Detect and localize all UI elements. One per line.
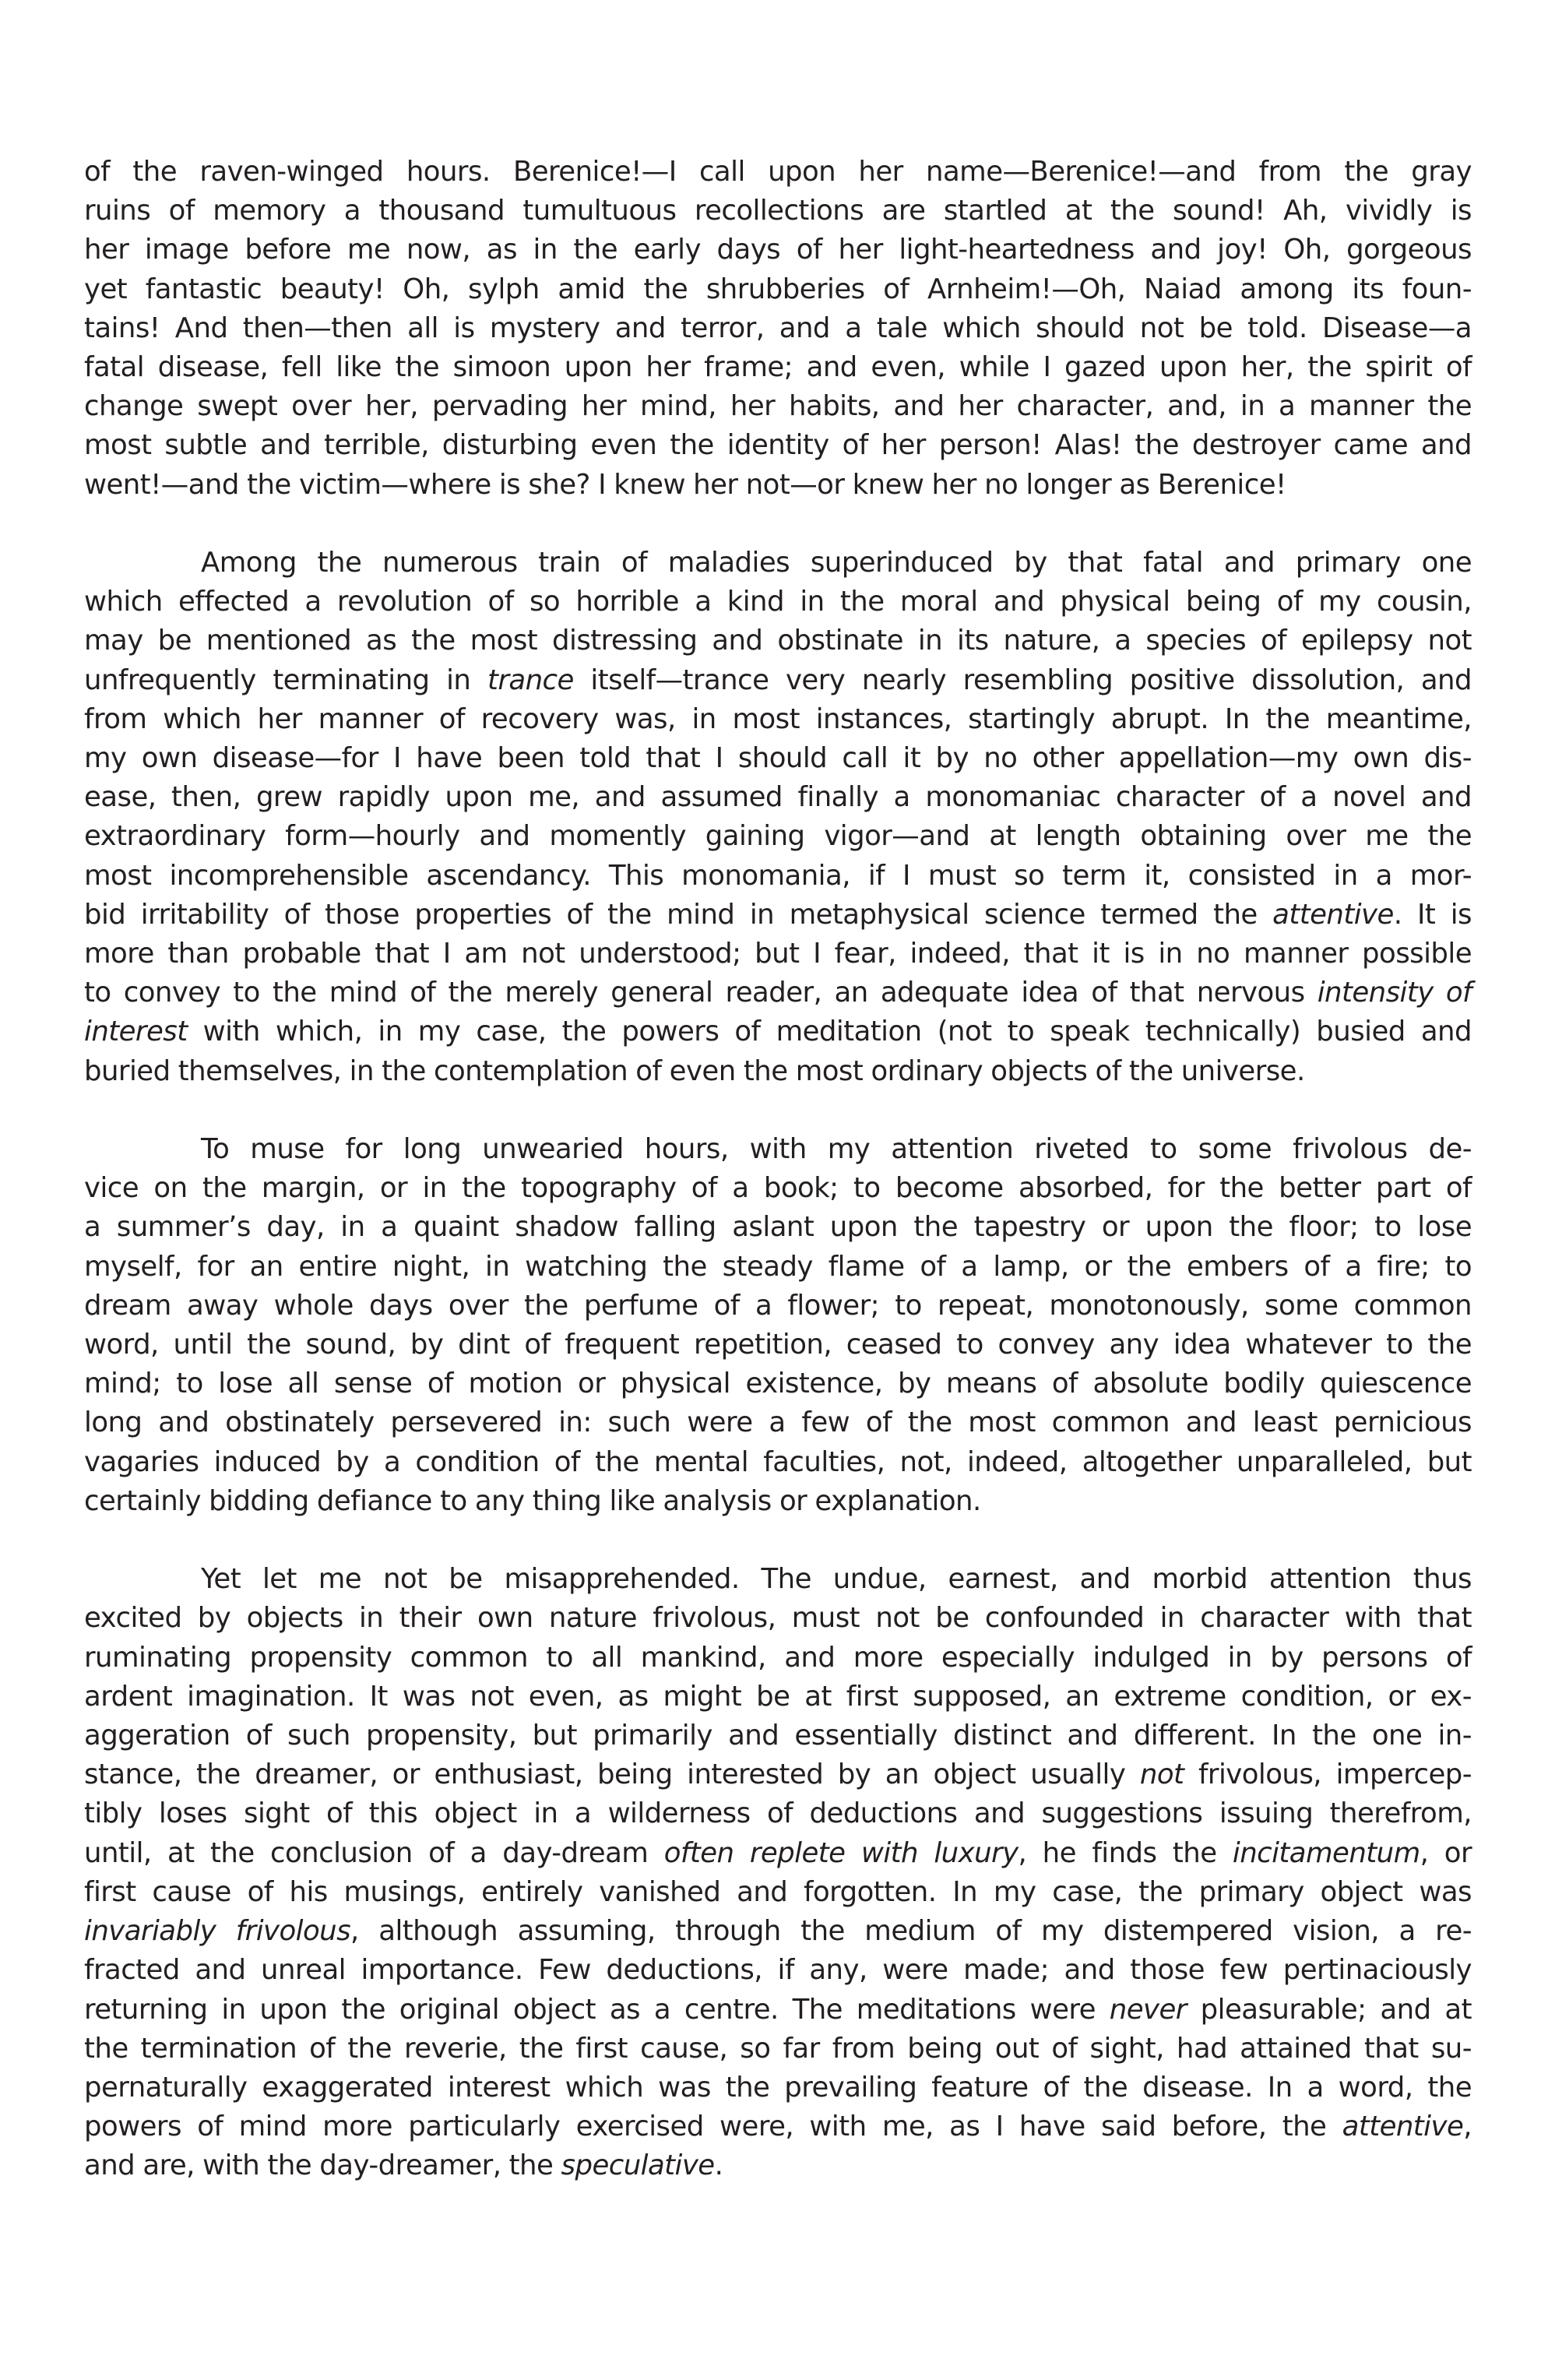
text-run: more than probable that I am not understood; but I fear, indeed, that it is in no manner possible (84, 938, 1472, 970)
text-line (84, 1012, 1472, 1051)
text-run: To muse for long unwearied hours, with my attention riveted to some frivolous de- (201, 1133, 1472, 1166)
text-line (84, 192, 1472, 231)
text-line (84, 348, 1472, 387)
text-line (84, 700, 1472, 739)
paragraph (84, 153, 1472, 505)
text-run: , or (1420, 1836, 1472, 1869)
text-run: fatal disease, fell like the simoon upon her frame; and even, while I gazed upon her, the spirit of (84, 351, 1472, 384)
text-run: tibly loses sight of this object in a wilderness of deductions and suggestions issuing therefrom, (84, 1797, 1472, 1830)
text-line (84, 2030, 1472, 2068)
italic-text: intensity of (1317, 977, 1472, 1009)
italic-text: not (1139, 1759, 1184, 1791)
page-body (84, 153, 1472, 2186)
text-run: Among the numerous train of maladies superinduced by that fatal and primary one (201, 547, 1472, 579)
text-line (84, 973, 1472, 1012)
text-run: mind; to lose all sense of motion or physical existence, by means of absolute bodily quiescence (84, 1368, 1472, 1400)
text-line (84, 1716, 1472, 1755)
text-line (84, 309, 1472, 348)
italic-text: often replete with luxury (663, 1836, 1019, 1869)
text-line (84, 1599, 1472, 1638)
text-run: Yet let me not be misapprehended. The undue, earnest, and morbid attention thus (201, 1563, 1472, 1596)
italic-text: incitamentum (1232, 1836, 1420, 1869)
text-line (84, 1639, 1472, 1678)
text-run: long and obstinately persevered in: such were a few of the most common and least pernicious (84, 1407, 1472, 1439)
text-run: extraordinary form—hourly and momently gaining vigor—and at length obtaining over me the (84, 820, 1472, 853)
text-line (84, 466, 1472, 505)
text-line (84, 231, 1472, 269)
text-line (84, 1248, 1472, 1287)
text-run: vice on the margin, or in the topography of a book; to become absorbed, for the better part of (84, 1172, 1472, 1205)
text-run: . (714, 2149, 723, 2182)
text-run: ruins of memory a thousand tumultuous recollections are startled at the sound! Ah, vividly is (84, 195, 1472, 227)
text-line (84, 621, 1472, 660)
text-run: ease, then, grew rapidly upon me, and assumed finally a monomaniac character of a novel and (84, 781, 1472, 814)
text-run: stance, the dreamer, or enthusiast, being interested by an object usually (84, 1759, 1140, 1791)
text-line (84, 778, 1472, 817)
text-run: until, at the conclusion of a day-dream (84, 1836, 664, 1869)
text-run: to convey to the mind of the merely general reader, an adequate idea of that nervous (84, 977, 1318, 1009)
text-line (84, 857, 1472, 896)
text-run: certainly bidding defiance to any thing like analysis or explanation. (84, 1484, 981, 1517)
text-run: which effected a revolution of so horrible a kind in the moral and physical being of my cousin, (84, 586, 1472, 618)
italic-text: invariably frivolous (84, 1915, 351, 1948)
text-run: with which, in my case, the powers of meditation (not to speak technically) busied and (187, 1016, 1472, 1048)
text-line (84, 1364, 1472, 1403)
text-run: may be mentioned as the most distressing and obstinate in its nature, a species of epilepsy not (84, 625, 1472, 657)
text-line (84, 1755, 1472, 1794)
text-run: went!—and the victim—where is she? I knew her not—or knew her no longer as Berenice! (84, 468, 1286, 501)
text-line (84, 387, 1472, 426)
text-run: buried themselves, in the contemplation of even the most ordinary objects of the universe. (84, 1054, 1305, 1087)
text-run: and are, with the day-dreamer, the (84, 2149, 561, 2182)
text-line (84, 1443, 1472, 1482)
text-line (84, 544, 1472, 583)
text-run: pleasurable; and at (1186, 1993, 1472, 2026)
text-line (84, 1912, 1472, 1951)
text-run: my own disease—for I have been told that I should call it by no other appellation—my own dis- (84, 742, 1472, 775)
text-line (84, 935, 1472, 973)
text-run: itself—trance very nearly resembling positive dissolution, and (573, 664, 1472, 696)
text-run: dream away whole days over the perfume of a flower; to repeat, monotonously, some common (84, 1289, 1472, 1322)
text-line (84, 1991, 1472, 2030)
text-run: fracted and unreal importance. Few deductions, if any, were made; and those few pertinaciously (84, 1954, 1472, 1987)
text-run: , he finds the (1018, 1836, 1233, 1869)
text-line (84, 1287, 1472, 1326)
text-line (84, 2107, 1472, 2146)
text-run: her image before me now, as in the early days of her light-heartedness and joy! Oh, gorgeous (84, 234, 1472, 266)
text-run: change swept over her, pervading her mind, her habits, and her character, and, in a manner the (84, 390, 1472, 423)
text-line (84, 739, 1472, 778)
text-line (84, 583, 1472, 621)
text-line (84, 1794, 1472, 1833)
text-run: unfrequently terminating in (84, 664, 487, 696)
text-run: first cause of his musings, entirely vanished and forgotten. In my case, the primary object was (84, 1875, 1472, 1908)
text-run: , (1463, 2111, 1472, 2143)
text-run: powers of mind more particularly exercised were, with me, as I have said before, the (84, 2111, 1342, 2143)
text-line (84, 817, 1472, 856)
text-line (84, 1130, 1472, 1169)
text-run: ardent imagination. It was not even, as might be at first supposed, an extreme condition, or ex- (84, 1680, 1472, 1713)
text-line (84, 1208, 1472, 1247)
text-line (84, 1678, 1472, 1716)
italic-text: attentive (1272, 898, 1394, 931)
text-run: pernaturally exaggerated interest which was the prevailing feature of the disease. In a word, the (84, 2071, 1472, 2104)
text-run: a summer’s day, in a quaint shadow falling aslant upon the tapestry or upon the floor; to lose (84, 1211, 1472, 1244)
paragraph (84, 544, 1472, 1091)
text-run: most incomprehensible ascendancy. This monomania, if I must so term it, consisted in a mor- (84, 859, 1472, 892)
text-line (84, 2146, 1472, 2185)
text-line (84, 896, 1472, 935)
text-run: of the raven-winged hours. Berenice!—I call upon her name—Berenice!—and from the gray (84, 156, 1472, 188)
text-run: returning in upon the original object as a centre. The meditations were (84, 1993, 1110, 2026)
text-run: from which her manner of recovery was, in most instances, startingly abrupt. In the meantime, (84, 702, 1472, 735)
text-run: the termination of the reverie, the first cause, so far from being out of sight, had attained that su- (84, 2032, 1472, 2065)
text-line (84, 153, 1472, 192)
text-line (84, 1326, 1472, 1364)
paragraph (84, 1560, 1472, 2185)
italic-text: interest (84, 1016, 188, 1048)
text-run: myself, for an entire night, in watching the steady flame of a lamp, or the embers of a fire; to (84, 1250, 1472, 1283)
text-line (84, 426, 1472, 465)
text-line (84, 1834, 1472, 1873)
text-line (84, 2068, 1472, 2107)
text-line (84, 1873, 1472, 1912)
text-run: word, until the sound, by dint of frequent repetition, ceased to convey any idea whatever to the (84, 1329, 1472, 1361)
text-line (84, 270, 1472, 309)
text-line (84, 1052, 1472, 1091)
paragraph (84, 1130, 1472, 1521)
text-run: yet fantastic beauty! Oh, sylph amid the shrubberies of Arnheim!—Oh, Naiad among its foun- (84, 273, 1472, 305)
text-run: frivolous, impercep- (1184, 1759, 1472, 1791)
text-line (84, 661, 1472, 700)
text-run: aggeration of such propensity, but primarily and essentially distinct and different. In the one in- (84, 1720, 1472, 1752)
text-run: excited by objects in their own nature frivolous, must not be confounded in character with that (84, 1602, 1472, 1635)
text-run: ruminating propensity common to all mankind, and more especially indulged in by persons of (84, 1641, 1472, 1674)
text-run: bid irritability of those properties of the mind in metaphysical science termed the (84, 898, 1273, 931)
text-run: . It is (1393, 898, 1472, 931)
italic-text: trance (487, 664, 574, 696)
text-run: most subtle and terrible, disturbing even the identity of her person! Alas! the destroyer came and (84, 429, 1472, 462)
text-run: , although assuming, through the medium of my distempered vision, a re- (350, 1915, 1472, 1948)
italic-text: never (1109, 1993, 1187, 2026)
text-run: vagaries induced by a condition of the mental faculties, not, indeed, altogether unparalleled, but (84, 1445, 1472, 1478)
text-line (84, 1169, 1472, 1208)
text-line (84, 1482, 1472, 1521)
text-line (84, 1951, 1472, 1990)
text-line (84, 1403, 1472, 1442)
text-run: tains! And then—then all is mystery and terror, and a tale which should not be told. Disease—a (84, 312, 1472, 344)
text-line (84, 1560, 1472, 1599)
italic-text: speculative (561, 2149, 715, 2182)
italic-text: attentive (1342, 2111, 1464, 2143)
